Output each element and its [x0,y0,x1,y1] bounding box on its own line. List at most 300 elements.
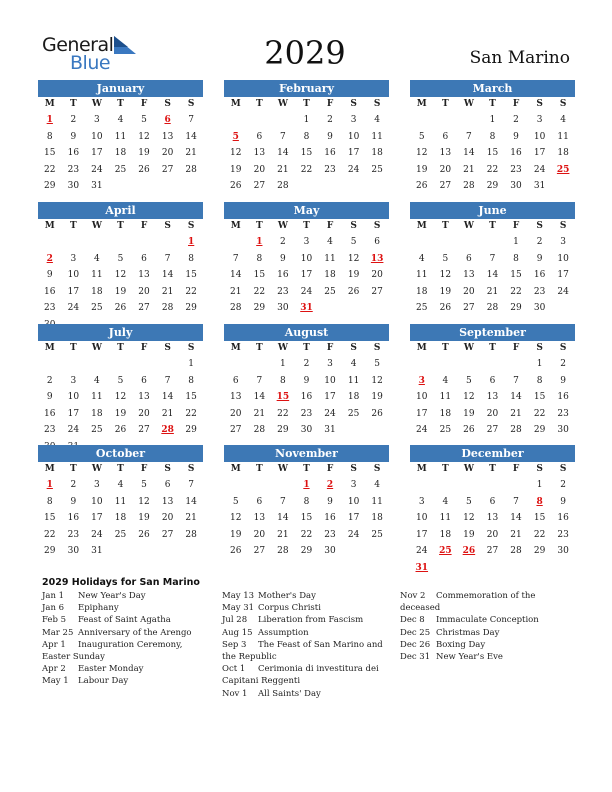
day-cell: 2 [70,480,77,490]
holiday-entry [400,627,575,639]
weekday-header-row [224,341,389,356]
day-cell: 3 [560,237,567,247]
holiday-entry [400,614,575,626]
weekday-label: M [230,464,241,474]
day-cell: 29 [300,546,313,556]
empty-day-cell [156,543,180,560]
week-row [38,178,203,195]
day-cell: 10 [91,496,103,507]
empty-day-cell [248,356,272,373]
day-cell: 3 [350,480,357,490]
holiday-date: Dec 25 [400,627,431,638]
week-row [38,145,203,162]
day-cell: 9 [513,131,519,142]
week-row [224,510,389,527]
holiday-name: Boxing Day [436,639,486,650]
weekday-label: S [373,99,381,109]
day-cell: 13 [486,392,499,402]
day-cell: 19 [416,164,428,175]
holiday-name: Anniversary of the Arengo [78,627,192,638]
day-cell: 27 [486,425,499,435]
day-cell: 17 [91,148,103,158]
month-title: March [410,80,575,97]
day-cell: 28 [253,425,266,435]
day-cell: 22 [510,286,522,297]
day-cell: 20 [486,408,499,419]
weekday-label: M [416,221,427,231]
month-september [410,324,575,439]
day-cell: 19 [439,286,452,297]
day-cell: 15 [185,392,197,402]
weekday-label: S [187,343,195,353]
weekday-label: S [164,221,171,231]
weekday-header-row [410,97,575,112]
week-row [224,477,389,494]
holiday-date: May 13 [222,591,255,601]
day-cell: 19 [230,529,242,540]
day-cell: 9 [280,253,286,264]
week-row [38,389,203,406]
day-cell: 25 [91,425,103,435]
weekday-label: F [326,221,334,231]
day-cell: 17 [416,529,428,540]
holiday-entry [42,675,207,687]
day-cell: 3 [303,237,310,247]
day-cell: 20 [253,164,266,175]
weekday-label: T [489,99,496,109]
holiday-date: Jul 28 [222,615,248,626]
week-row [224,543,389,560]
day-cell: 24 [324,408,336,419]
day-cell: 29 [533,425,546,435]
day-cell: 15 [185,270,197,280]
day-cell: 11 [416,270,428,280]
holiday-name: All Saints' Day [258,688,321,699]
day-cell: 24 [300,286,313,297]
day-cell: 21 [510,529,522,540]
day-cell: 25 [114,164,127,175]
day-cell: 11 [557,131,569,142]
day-cell: 7 [513,375,519,386]
holiday-day-cell: 2 [46,253,53,264]
week-row [410,406,575,423]
weekday-label: M [44,99,55,109]
country-name: San Marino [469,48,570,68]
day-cell: 9 [70,131,77,142]
weekday-label: T [69,464,77,474]
empty-day-cell [504,477,528,494]
holiday-name: Commemoration of the deceased [400,591,536,614]
day-cell: 23 [67,529,80,540]
month-title: February [224,80,389,97]
day-cell: 18 [114,148,127,158]
week-row [224,162,389,179]
holiday-name: Mother's Day [258,591,316,601]
day-cell: 20 [138,286,150,297]
day-cell: 19 [230,164,242,175]
holiday-name: New Year's Eve [436,652,503,663]
day-cell: 3 [94,115,100,125]
day-cell: 1 [303,115,310,125]
day-cell: 5 [141,115,147,125]
empty-day-cell [434,234,458,251]
day-cell: 26 [347,286,360,297]
day-cell: 1 [280,359,286,369]
day-cell: 17 [67,408,80,419]
holiday-name: Cerimonia di investitura dei Capitani Reggenti [222,664,379,687]
day-cell: 20 [230,408,242,419]
holiday-date: May 31 [222,603,255,614]
day-cell: 21 [486,286,499,297]
day-cell: 2 [46,375,53,386]
holiday-entry [42,614,207,626]
holiday-entry [222,590,392,602]
day-cell: 26 [114,425,127,435]
day-cell: 14 [161,270,174,280]
day-cell: 6 [374,237,381,247]
week-row [38,300,203,317]
day-cell: 10 [416,513,428,523]
week-row [410,178,575,195]
day-cell: 24 [347,164,360,175]
day-cell: 28 [277,546,289,556]
weekday-label: F [140,343,148,353]
day-cell: 22 [44,529,56,540]
day-cell: 26 [439,303,452,313]
empty-day-cell [224,356,248,373]
weekday-label: T [117,343,124,353]
weekday-header-row [224,97,389,112]
day-cell: 28 [510,546,522,556]
day-cell: 25 [371,529,383,540]
day-cell: 23 [533,286,546,297]
day-cell: 19 [463,408,475,419]
weekday-label: M [230,99,241,109]
holiday-column [222,590,392,700]
day-cell: 6 [489,375,496,386]
week-row [410,560,575,577]
holiday-date: Sep 3 [222,639,247,650]
holiday-day-cell: 6 [164,115,171,125]
weekday-label: S [187,464,195,474]
day-cell: 15 [253,270,266,280]
day-cell: 2 [280,237,286,247]
day-cell: 14 [185,131,197,142]
holiday-entry [400,590,575,614]
weekday-label: M [44,464,55,474]
holiday-date: Aug 15 [222,627,253,638]
day-cell: 7 [280,131,286,142]
day-cell: 17 [533,148,546,158]
day-cell: 16 [300,392,313,402]
day-cell: 15 [300,513,313,523]
day-cell: 5 [117,375,124,386]
weekday-label: T [303,99,310,109]
holiday-date: Apr 1 [42,639,66,650]
day-cell: 4 [442,496,449,507]
day-cell: 25 [347,408,360,419]
empty-day-cell [342,422,366,439]
empty-day-cell [434,356,458,373]
day-cell: 10 [324,375,336,386]
week-row [410,112,575,129]
week-row [410,234,575,251]
week-row [38,477,203,494]
day-cell: 21 [185,513,197,523]
month-march [410,80,575,195]
month-title: April [38,202,203,219]
day-cell: 26 [463,425,475,435]
empty-day-cell [85,356,109,373]
day-cell: 19 [347,270,360,280]
day-cell: 19 [114,286,127,297]
day-cell: 6 [232,375,239,386]
day-cell: 24 [91,529,103,540]
day-cell: 23 [324,164,336,175]
month-title: May [224,202,389,219]
weekday-header-row [38,97,203,112]
day-cell: 25 [439,425,452,435]
holiday-date: Jan 6 [42,603,65,614]
day-cell: 14 [161,392,174,402]
day-cell: 5 [141,480,147,490]
day-cell: 24 [67,303,80,313]
day-cell: 1 [513,237,519,247]
empty-day-cell [481,560,505,577]
weekday-label: S [536,221,543,231]
day-cell: 11 [371,496,383,507]
week-row [224,234,389,251]
day-cell: 19 [371,392,383,402]
weekday-label: S [373,464,381,474]
day-cell: 24 [416,425,428,435]
day-cell: 7 [164,253,171,264]
day-cell: 28 [230,303,242,313]
day-cell: 14 [486,270,499,280]
day-cell: 10 [416,392,428,402]
weekday-label: W [463,343,474,353]
day-cell: 19 [138,513,150,523]
day-cell: 2 [560,359,567,369]
empty-day-cell [365,178,389,195]
day-cell: 8 [188,253,195,264]
day-cell: 5 [442,253,449,264]
day-cell: 25 [371,164,383,175]
weekday-label: W [91,99,102,109]
weekday-label: T [441,464,449,474]
empty-day-cell [457,477,481,494]
empty-day-cell [109,178,133,195]
weekday-label: W [277,99,288,109]
day-cell: 24 [67,425,80,435]
week-row [38,129,203,146]
day-cell: 20 [161,513,174,523]
day-cell: 22 [277,408,289,419]
holiday-name: Assumption [258,627,309,638]
day-cell: 8 [536,375,543,386]
day-cell: 27 [161,164,174,175]
logo-text-general: General [42,34,114,56]
day-cell: 21 [185,148,197,158]
month-april [38,202,203,333]
empty-day-cell [109,543,133,560]
day-cell: 13 [138,392,150,402]
empty-day-cell [224,112,248,129]
day-cell: 23 [510,164,522,175]
holiday-date: Jan 1 [42,591,65,601]
day-cell: 30 [324,546,336,556]
empty-day-cell [109,234,133,251]
holiday-name: Inauguration Ceremony, Easter Sunday [42,639,183,663]
day-cell: 1 [489,115,496,125]
day-cell: 23 [557,408,569,419]
day-cell: 14 [277,513,289,523]
empty-day-cell [365,543,389,560]
day-cell: 11 [439,513,452,523]
day-cell: 21 [253,408,266,419]
day-cell: 27 [230,425,242,435]
week-row [224,129,389,146]
month-may [224,202,389,317]
day-cell: 16 [557,392,569,402]
week-row [410,162,575,179]
day-cell: 11 [347,375,360,386]
holiday-entry [222,614,392,626]
day-cell: 29 [533,546,546,556]
day-cell: 3 [94,480,100,490]
weekday-label: M [230,221,241,231]
holiday-day-cell: 1 [46,480,53,490]
weekday-label: S [350,464,357,474]
weekday-label: W [463,464,474,474]
day-cell: 12 [230,513,242,523]
day-cell: 11 [91,270,103,280]
holiday-day-cell: 3 [418,375,425,386]
holiday-day-cell: 1 [188,237,195,247]
empty-day-cell [342,300,366,317]
empty-day-cell [62,234,86,251]
empty-day-cell [481,477,505,494]
holiday-entry [222,627,392,639]
day-cell: 15 [533,392,546,402]
weekday-label: T [255,99,263,109]
weekday-header-row [410,219,575,234]
day-cell: 23 [557,529,569,540]
day-cell: 13 [463,270,475,280]
day-cell: 10 [67,270,80,280]
week-row [38,267,203,284]
day-cell: 9 [536,253,543,264]
empty-day-cell [132,356,156,373]
day-cell: 31 [91,546,103,556]
day-cell: 21 [510,408,522,419]
weekday-label: S [559,464,567,474]
holiday-day-cell: 1 [256,237,263,247]
day-cell: 26 [416,181,428,191]
day-cell: 29 [510,303,522,313]
day-cell: 14 [185,496,197,507]
weekday-label: T [69,221,77,231]
empty-day-cell [318,300,342,317]
day-cell: 6 [466,253,472,264]
day-cell: 7 [513,496,519,507]
day-cell: 30 [557,425,569,435]
day-cell: 30 [510,181,522,191]
week-row [38,406,203,423]
holiday-name: Corpus Christi [258,603,321,614]
holiday-day-cell: 25 [439,546,452,556]
week-row [38,356,203,373]
weekday-label: F [326,464,334,474]
day-cell: 26 [230,181,242,191]
empty-day-cell [434,560,458,577]
week-row [38,373,203,390]
day-cell: 8 [513,253,519,264]
day-cell: 14 [510,513,522,523]
empty-day-cell [38,356,62,373]
empty-day-cell [457,356,481,373]
day-cell: 18 [91,408,103,419]
week-row [38,527,203,544]
day-cell: 27 [253,546,266,556]
empty-day-cell [457,234,481,251]
day-cell: 18 [439,529,452,540]
day-cell: 3 [327,359,333,369]
week-row [410,267,575,284]
holiday-entry [222,639,392,663]
day-cell: 18 [347,392,360,402]
day-cell: 11 [114,496,127,507]
day-cell: 15 [44,513,56,523]
empty-day-cell [132,178,156,195]
holiday-date: May 1 [42,676,69,687]
week-row [224,251,389,268]
day-cell: 7 [188,480,195,490]
holiday-entry [42,639,207,663]
week-row [224,112,389,129]
weekday-label: W [91,221,102,231]
day-cell: 26 [371,408,383,419]
day-cell: 13 [486,513,499,523]
empty-day-cell [179,543,203,560]
day-cell: 14 [510,392,522,402]
day-cell: 4 [117,480,124,490]
weekday-label: F [326,343,334,353]
empty-day-cell [457,112,481,129]
day-cell: 6 [256,496,263,507]
day-cell: 20 [463,286,475,297]
day-cell: 17 [67,286,80,297]
holiday-day-cell: 25 [556,164,570,175]
empty-day-cell [271,477,295,494]
day-cell: 23 [44,303,56,313]
weekday-label: S [164,343,171,353]
day-cell: 4 [117,115,124,125]
day-cell: 18 [439,408,452,419]
day-cell: 11 [91,392,103,402]
day-cell: 20 [253,529,266,540]
holiday-date: Feb 5 [42,615,67,626]
day-cell: 9 [70,496,77,507]
empty-day-cell [342,543,366,560]
weekday-label: F [326,99,334,109]
month-title: August [224,324,389,341]
day-cell: 5 [466,375,472,386]
week-row [410,422,575,439]
day-cell: 28 [185,529,197,540]
month-title: January [38,80,203,97]
day-cell: 8 [280,375,286,386]
